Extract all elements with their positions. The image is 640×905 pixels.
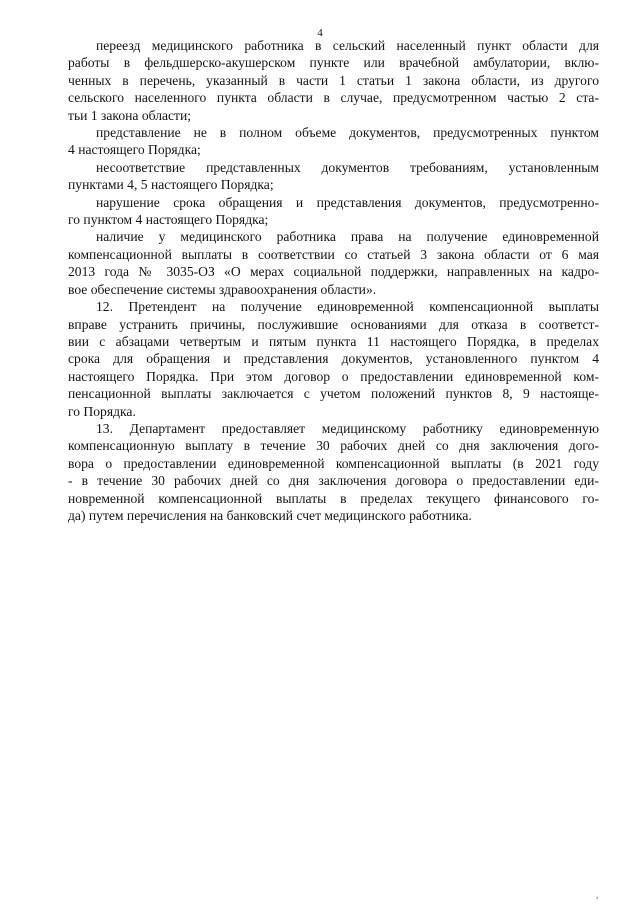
corner-mark: ,: [596, 890, 599, 900]
text-line: переезд медицинского работника в сельский населенный пункт области для: [96, 38, 599, 53]
text-line: представление не в полном объеме документов, предусмотренных пунктом: [96, 125, 599, 141]
text-line: да) путем перечисления на банковский счет медицинского работника.: [68, 507, 472, 523]
text-line: сельского населенного пункта области в случае, предусмотренном частью 2 ста-: [68, 90, 599, 106]
text-line: 12. Претендент на получение единовременной компенсационной выплаты: [96, 299, 599, 315]
text-line: 13. Департамент предоставляет медицинскому работнику единовременную: [96, 420, 599, 436]
paragraph-existing-right: [68, 228, 599, 298]
paragraph-item-12: [68, 298, 599, 420]
text-line: пенсационной выплаты заключается с учетом положений пунктов 8, 9 настояще-: [68, 386, 599, 402]
text-line: компенсационной выплаты в соответствии со статьей 3 закона области от 6 мая: [68, 246, 599, 262]
text-line: 2013 года № 3035-ОЗ «О мерах социальной поддержки, направленных на кадро-: [68, 264, 599, 280]
paragraph-incomplete-documents: [68, 124, 599, 159]
text-line: нарушение срока обращения и представления документов, предусмотренно-: [96, 194, 599, 210]
text-line: срока для обращения и представления документов, установленного пунктом 4: [68, 351, 599, 367]
text-line: го Порядка.: [68, 403, 136, 419]
text-line: вправе устранить причины, послужившие основаниями для отказа в соответст-: [68, 316, 599, 332]
text-line: - в течение 30 рабочих дней со дня заключения договора о предоставлении еди-: [68, 473, 599, 489]
text-line: вое обеспечение системы здравоохранения области».: [68, 281, 377, 297]
text-line: новременной компенсационной выплаты в пределах текущего финансового го-: [68, 490, 599, 506]
paragraph-relocation: [68, 37, 599, 124]
text-line: несоответствие представленных документов требованиям, установленным: [96, 159, 599, 175]
document-body: [68, 37, 599, 524]
text-line: работы в фельдшерско-акушерском пункте или врачебной амбулатории, вклю-: [68, 55, 599, 71]
text-line: настоящего Порядка. При этом договор о предоставлении единовременной ком-: [68, 368, 599, 384]
paragraph-noncompliance: [68, 159, 599, 194]
text-line: вора о предоставлении единовременной компенсационной выплаты (в 2021 году: [68, 455, 599, 471]
text-line: го пунктом 4 настоящего Порядка;: [68, 212, 269, 228]
paragraph-item-13: [68, 420, 599, 524]
text-line: тьи 1 закона области;: [68, 107, 192, 123]
text-line: компенсационную выплату в течение 30 рабочих дней со дня заключения дого-: [68, 438, 599, 454]
page-number: 4: [317, 27, 323, 39]
text-line: вии с абзацами четвертым и пятым пункта 11 настоящего Порядка, в пределах: [68, 333, 599, 349]
text-line: пунктами 4, 5 настоящего Порядка;: [68, 177, 274, 193]
text-line: ченных в перечень, указанный в части 1 статьи 1 закона области, из другого: [68, 72, 599, 88]
text-line: наличие у медицинского работника права на получение единовременной: [96, 229, 599, 245]
paragraph-deadline-violation: [68, 194, 599, 229]
text-line: 4 настоящего Порядка;: [68, 142, 201, 158]
